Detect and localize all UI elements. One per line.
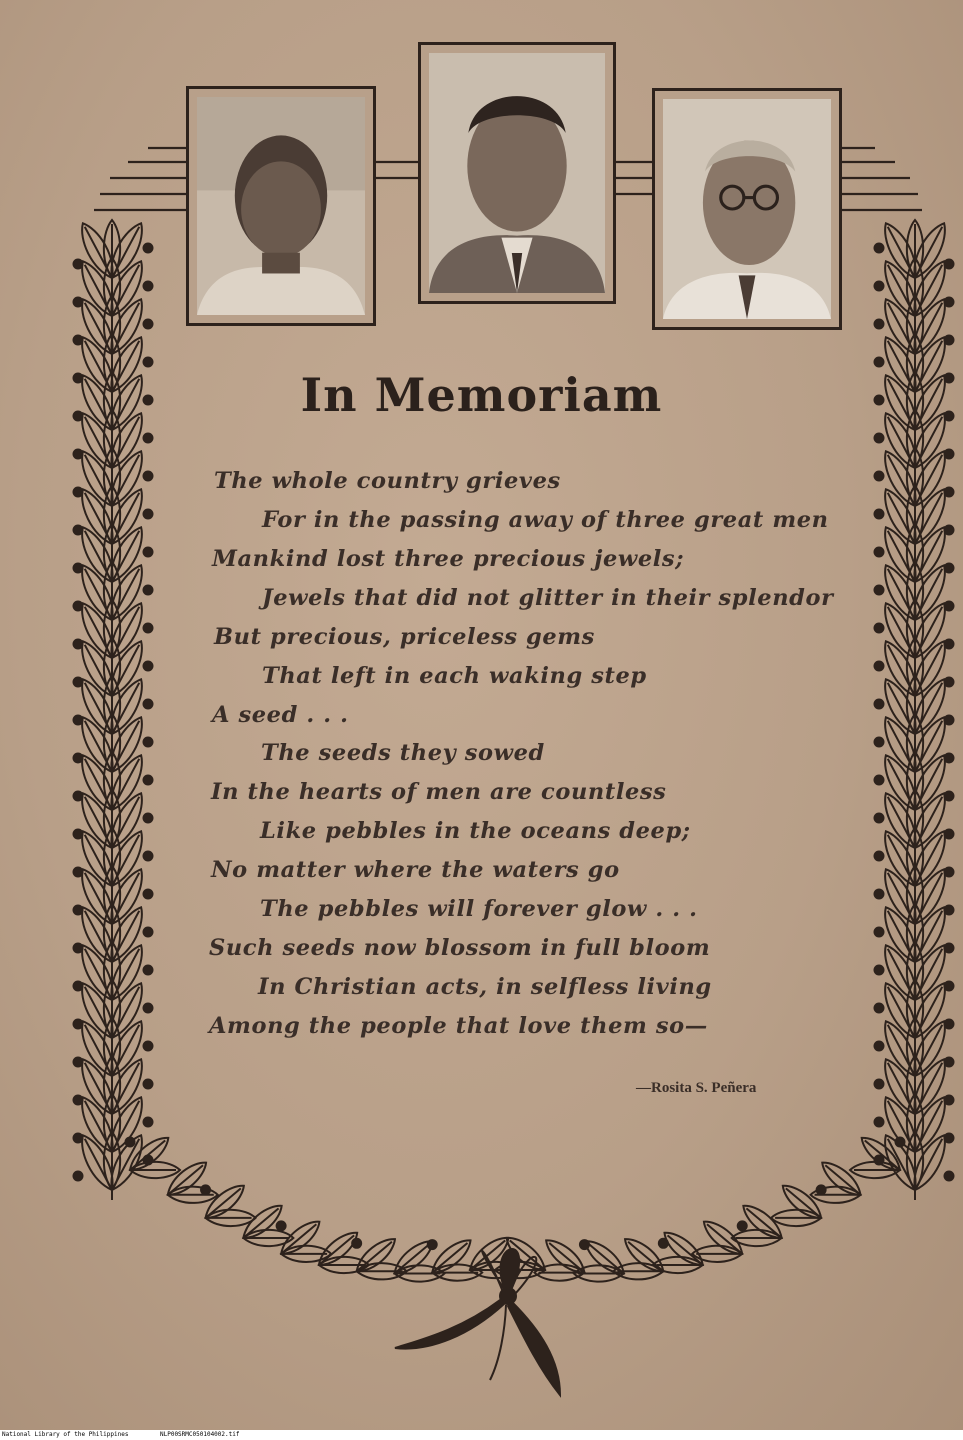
- poem-line: That left in each waking step: [262, 663, 647, 689]
- portrait-right-photo: [663, 99, 831, 319]
- portrait-right: [652, 88, 842, 330]
- portrait-left-photo: [197, 97, 365, 315]
- poem-line: Such seeds now blossom in full bloom: [209, 935, 711, 961]
- poem-line: The seeds they sowed: [261, 740, 545, 766]
- poem-line: Among the people that love them so—: [209, 1013, 708, 1039]
- poem-line: Mankind lost three precious jewels;: [212, 546, 685, 572]
- poem-line: No matter where the waters go: [211, 857, 620, 883]
- attribution: —Rosita S. Peñera: [636, 1080, 757, 1096]
- page-title: In Memoriam: [300, 368, 663, 422]
- archive-name: National Library of the Philippines: [2, 1431, 129, 1438]
- poem-line: But precious, priceless gems: [214, 624, 595, 650]
- poem-line: The pebbles will forever glow . . .: [260, 896, 698, 922]
- portrait-center-photo: [429, 53, 605, 293]
- poem-line: The whole country grieves: [214, 468, 561, 494]
- poem-line: Jewels that did not glitter in their splendor: [262, 585, 834, 611]
- poem-line: In the hearts of men are countless: [211, 779, 667, 805]
- poem-line: For in the passing away of three great men: [262, 507, 829, 533]
- portrait-center: [418, 42, 616, 304]
- archive-footer: [0, 1430, 963, 1440]
- poem-line: A seed . . .: [212, 702, 349, 728]
- poem-line: Like pebbles in the oceans deep;: [260, 818, 691, 844]
- portrait-left: [186, 86, 376, 326]
- file-name: NLP00SRMC050104002.tif: [160, 1431, 240, 1438]
- poem-line: In Christian acts, in selfless living: [258, 974, 712, 1000]
